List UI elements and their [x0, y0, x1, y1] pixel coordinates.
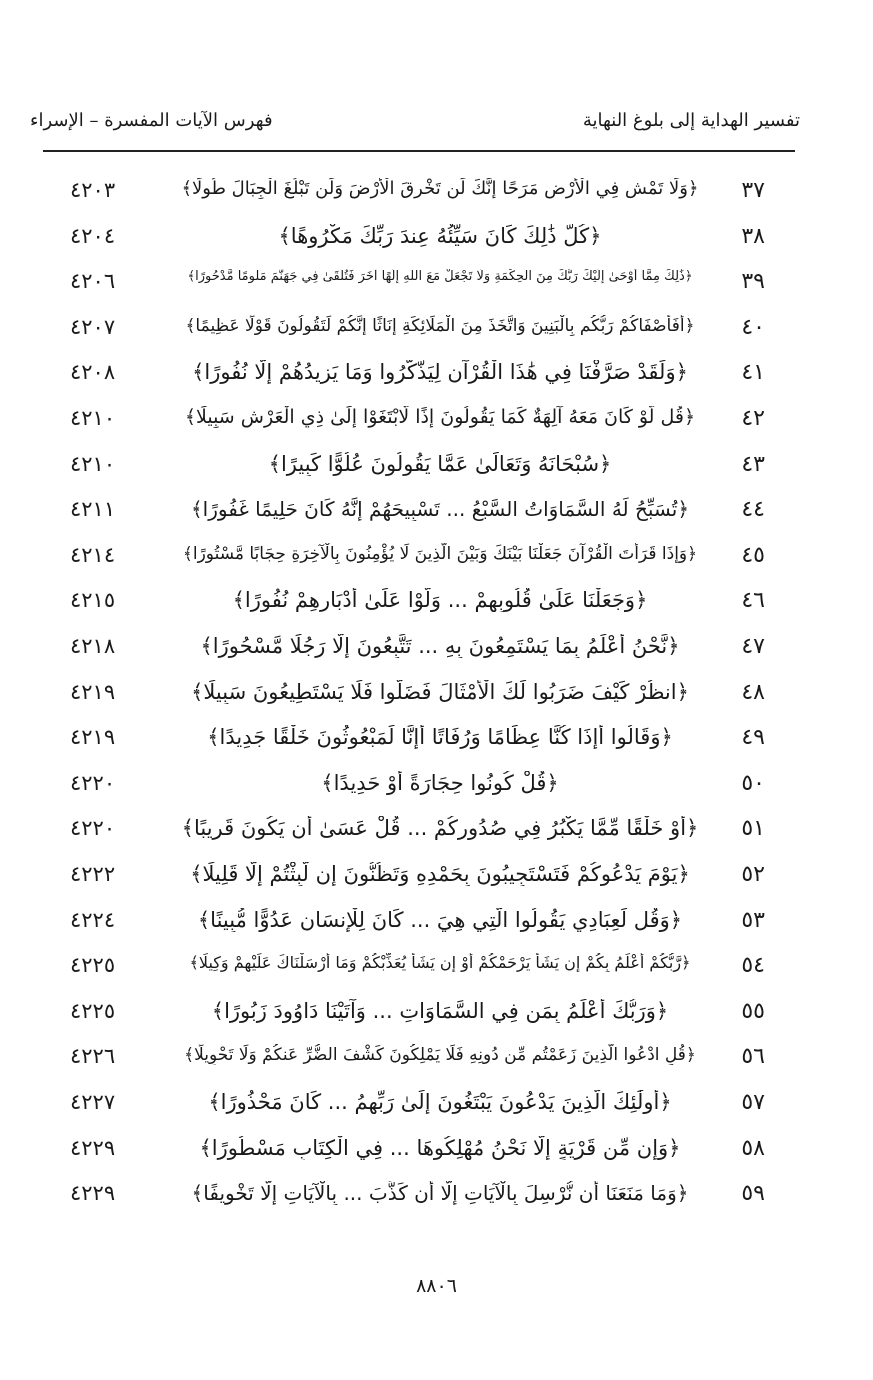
- verse-text: ﴿ذَٰلِكَ مِمَّا أَوْحَىٰ إِلَيْكَ رَبُّكَ مِنَ الْحِكْمَةِ وَلَا تَجْعَلْ مَعَ اللَّهِ إِلَٰهًا آخَرَ فَتُلْقَىٰ فِي جَهَنَّمَ مَلُومًا مَّدْحُورًا﴾: [187, 269, 693, 285]
- table-row: [0, 537, 873, 583]
- page-reference: ٤٢١١: [70, 497, 116, 522]
- verse-number: ٥٦: [741, 1044, 765, 1070]
- verse-text: ﴿نَّحْنُ أَعْلَمُ بِمَا يَسْتَمِعُونَ بِهِ ... تَتَّبِعُونَ إِلَّا رَجُلًا مَّسْحُورًا﴾: [200, 634, 680, 658]
- table-row: [0, 172, 873, 218]
- table-row: [0, 1175, 873, 1221]
- verse-number: ٥٤: [741, 953, 765, 979]
- table-row: [0, 309, 873, 355]
- header-rule: [43, 150, 795, 152]
- verse-text: ﴿كُلُّ ذَٰلِكَ كَانَ سَيِّئُهُ عِندَ رَبِّكَ مَكْرُوهًا﴾: [278, 223, 602, 248]
- page-reference: ٤٢٢٠: [70, 816, 116, 841]
- table-row: [0, 491, 873, 537]
- verse-text: ﴿سُبْحَانَهُ وَتَعَالَىٰ عَمَّا يَقُولُونَ عُلُوًّا كَبِيرًا﴾: [268, 451, 612, 476]
- table-row: [0, 400, 873, 446]
- verse-text: ﴿أُولَٰئِكَ الَّذِينَ يَدْعُونَ يَبْتَغُونَ إِلَىٰ رَبِّهِمُ ... كَانَ مَحْذُورًا﴾: [208, 1090, 672, 1114]
- page-reference: ٤٢٠٦: [70, 269, 116, 294]
- verse-text: ﴿وَإِن مِّن قَرْيَةٍ إِلَّا نَحْنُ مُهْلِكُوهَا ... فِي الْكِتَابِ مَسْطُورًا﴾: [199, 1135, 681, 1160]
- table-row: [0, 446, 873, 492]
- verse-number: ٤٠: [741, 314, 765, 340]
- verse-number: ٥٥: [741, 998, 765, 1024]
- page-reference: ٤٢٠٣: [70, 178, 116, 202]
- page-reference: ٤٢٢٩: [70, 1135, 116, 1160]
- page-reference: ٤٢١٥: [70, 588, 116, 613]
- verse-number: ٥٨: [741, 1135, 765, 1161]
- page-reference: ٤٢٢٥: [70, 953, 116, 978]
- table-row: [0, 218, 873, 264]
- table-row: [0, 902, 873, 948]
- verse-number: ٥١: [741, 816, 765, 842]
- table-row: [0, 1084, 873, 1130]
- verse-text: ﴿وَقَالُوا أَإِذَا كُنَّا عِظَامًا وَرُفَاتًا أَإِنَّا لَمَبْعُوثُونَ خَلْقًا جَدِيدًا﴾: [207, 725, 673, 750]
- verse-text: ﴿وَرَبُّكَ أَعْلَمُ بِمَن فِي السَّمَاوَاتِ ... وَآتَيْنَا دَاوُودَ زَبُورًا﴾: [211, 998, 669, 1023]
- verse-number: ٥٢: [741, 862, 765, 887]
- verse-number: ٤٨: [741, 679, 765, 705]
- table-row: [0, 856, 873, 902]
- section-title: فهرس الآيات المفسرة – الإسراء: [30, 110, 273, 131]
- running-header: [30, 110, 800, 150]
- book-title: تفسير الهداية إلى بلوغ النهاية: [582, 110, 800, 131]
- page-reference: ٤٢٢٠: [70, 770, 116, 795]
- verse-number: ٣٨: [741, 223, 765, 249]
- page-reference: ٤٢٢٤: [70, 907, 116, 932]
- verse-text: ﴿وَقُل لِّعِبَادِي يَقُولُوا الَّتِي هِيَ ... كَانَ لِلْإِنسَانِ عَدُوًّا مُّبِينًا﴾: [197, 907, 683, 932]
- verse-number: ٣٧: [741, 178, 765, 203]
- page-reference: ٤٢٢٩: [70, 1181, 116, 1206]
- verse-text: ﴿وَجَعَلْنَا عَلَىٰ قُلُوبِهِمْ ... وَلَّوْا عَلَىٰ أَدْبَارِهِمْ نُفُورًا﴾: [232, 588, 648, 613]
- table-row: [0, 582, 873, 628]
- verse-number: ٥٣: [741, 907, 765, 933]
- verse-text: ﴿يَوْمَ يَدْعُوكُمْ فَتَسْتَجِيبُونَ بِحَمْدِهِ وَتَظُنُّونَ إِن لَّبِثْتُمْ إِلَّا قَلِيلًا﴾: [190, 862, 690, 886]
- verse-text: ﴿أَوْ خَلْقًا مِّمَّا يَكْبُرُ فِي صُدُورِكُمْ ... قُلْ عَسَىٰ أَن يَكُونَ قَرِيبًا﴾: [181, 816, 699, 841]
- page-reference: ٤٢١٠: [70, 451, 116, 476]
- verse-text: ﴿وَلَا تَمْشِ فِي الْأَرْضِ مَرَحًا إِنَّكَ لَن تَخْرِقَ الْأَرْضَ وَلَن تَبْلُغَ الْجِبَالَ طُولًا﴾: [181, 178, 699, 199]
- verse-number: ٥٩: [741, 1181, 765, 1207]
- verse-number: ٤١: [741, 360, 765, 386]
- table-row: [0, 628, 873, 674]
- verse-number: ٤٧: [741, 634, 765, 659]
- verse-number: ٤٣: [741, 451, 765, 477]
- table-row: [0, 263, 873, 309]
- page-reference: ٤٢٢٦: [70, 1044, 116, 1069]
- verse-text: ﴿انظُرْ كَيْفَ ضَرَبُوا لَكَ الْأَمْثَالَ فَضَلُّوا فَلَا يَسْتَطِيعُونَ سَبِيلًا﴾: [191, 679, 689, 704]
- table-row: [0, 1038, 873, 1084]
- page-number: ٨٨٠٦: [416, 1275, 457, 1297]
- table-row: [0, 674, 873, 720]
- verse-text: ﴿وَلَقَدْ صَرَّفْنَا فِي هَٰذَا الْقُرْآنِ لِيَذَّكَّرُوا وَمَا يَزِيدُهُمْ إِلَّا نُفُورًا﴾: [192, 360, 688, 385]
- table-row: [0, 765, 873, 811]
- table-row: [0, 1130, 873, 1176]
- page-reference: ٤٢٠٧: [70, 314, 116, 339]
- page-reference: ٤٢٠٤: [70, 223, 116, 248]
- verse-number: ٥٧: [741, 1090, 765, 1115]
- page-reference: ٤٢١٩: [70, 679, 116, 704]
- page-reference: ٤٢٢٥: [70, 998, 116, 1023]
- verse-number: ٤٤: [741, 497, 765, 523]
- verse-text: ﴿تُسَبِّحُ لَهُ السَّمَاوَاتُ السَّبْعُ ... تَسْبِيحَهُمْ إِنَّهُ كَانَ حَلِيمًا غَفُورًا﴾: [190, 497, 690, 522]
- verse-number: ٤٥: [741, 542, 765, 568]
- verse-number: ٤٦: [741, 588, 765, 614]
- page-reference: ٤٢١٩: [70, 725, 116, 750]
- table-row: [0, 719, 873, 765]
- verse-text: ﴿وَإِذَا قَرَأْتَ الْقُرْآنَ جَعَلْنَا بَيْنَكَ وَبَيْنَ الَّذِينَ لَا يُؤْمِنُونَ بِالْآخِرَةِ حِجَابًا مَّسْتُورًا﴾: [182, 543, 698, 564]
- page-reference: ٤٢١٠: [70, 406, 116, 430]
- page-reference: ٤٢١٨: [70, 634, 116, 658]
- verse-number: ٤٩: [741, 725, 765, 751]
- page-reference: ٤٢٢٧: [70, 1090, 116, 1114]
- verse-text: ﴿أَفَأَصْفَاكُمْ رَبُّكُم بِالْبَنِينَ وَاتَّخَذَ مِنَ الْمَلَائِكَةِ إِنَاثًا إِنَّكُمْ لَتَقُولُونَ قَوْلًا عَظِيمًا﴾: [185, 315, 695, 336]
- table-row: [0, 947, 873, 993]
- page-reference: ٤٢١٤: [70, 542, 116, 567]
- page-reference: ٤٢٠٨: [70, 360, 116, 385]
- table-row: [0, 810, 873, 856]
- page-reference: ٤٢٢٢: [70, 862, 116, 886]
- verse-text: ﴿وَمَا مَنَعَنَا أَن نُّرْسِلَ بِالْآيَاتِ إِلَّا أَن كَذَّبَ ... بِالْآيَاتِ إِلَّا تَخْوِيفًا﴾: [191, 1181, 689, 1206]
- table-row: [0, 993, 873, 1039]
- verse-text: ﴿قُل لَّوْ كَانَ مَعَهُ آلِهَةٌ كَمَا يَقُولُونَ إِذًا لَّابْتَغَوْا إِلَىٰ ذِي الْعَرْشِ سَبِيلًا﴾: [184, 406, 696, 428]
- verse-text: ﴿رَّبُّكُمْ أَعْلَمُ بِكُمْ إِن يَشَأْ يَرْحَمْكُمْ أَوْ إِن يَشَأْ يُعَذِّبْكُمْ وَمَا أَرْسَلْنَاكَ عَلَيْهِمْ وَكِيلًا﴾: [189, 953, 691, 973]
- verse-number: ٣٩: [741, 269, 765, 295]
- table-row: [0, 354, 873, 400]
- verse-text: ﴿قُلِ ادْعُوا الَّذِينَ زَعَمْتُم مِّن دُونِهِ فَلَا يَمْلِكُونَ كَشْفَ الضُّرِّ عَنكُمْ وَلَا تَحْوِيلًا﴾: [184, 1045, 696, 1066]
- verse-number: ٥٠: [741, 770, 765, 796]
- verse-text: ﴿قُلْ كُونُوا حِجَارَةً أَوْ حَدِيدًا﴾: [321, 770, 559, 795]
- verse-number: ٤٢: [741, 406, 765, 431]
